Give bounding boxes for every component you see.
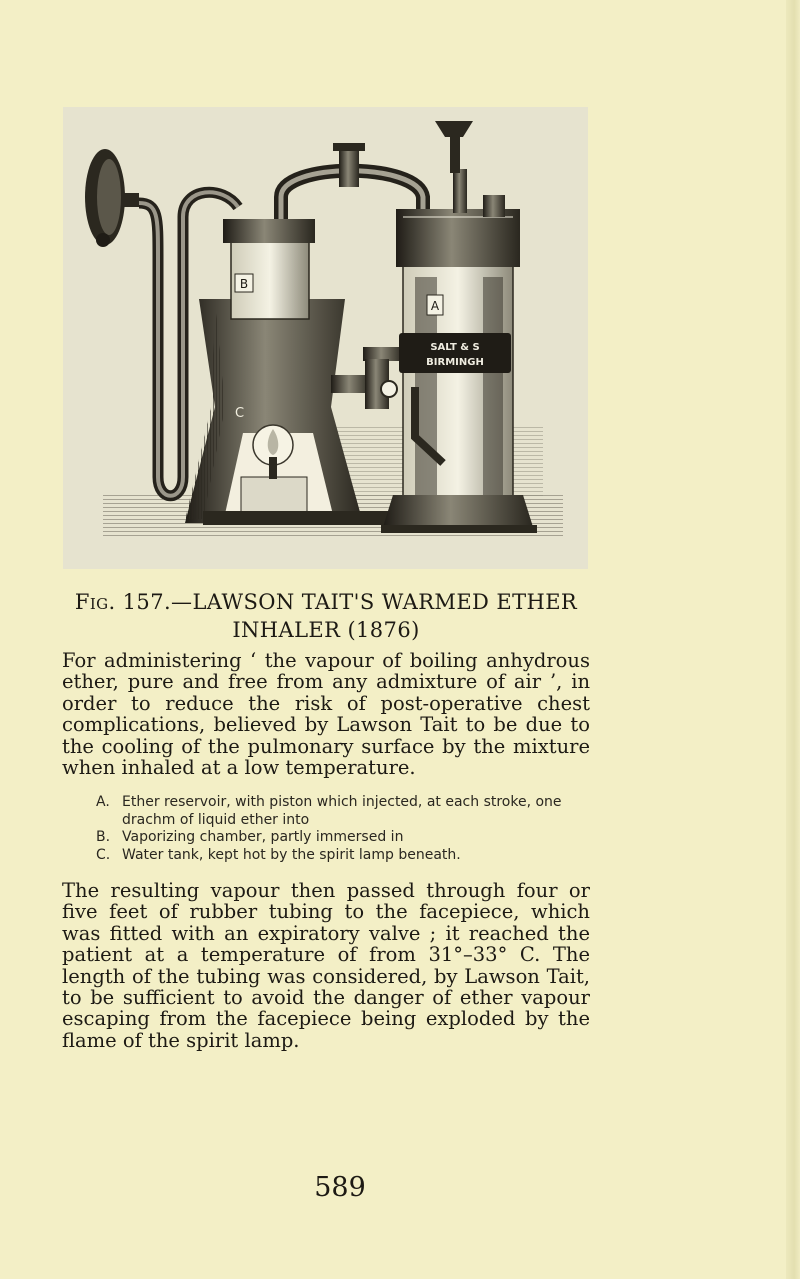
legend-text: Vaporizing chamber, partly immersed in: [122, 829, 404, 845]
legend-key: B.: [96, 829, 111, 845]
legend-text: Ether reservoir, with piston which injected, at each stroke, one drachm of liquid ether into: [122, 794, 562, 828]
maker-plate-line2: BIRMINGH: [426, 357, 484, 368]
facepiece: [85, 149, 139, 247]
caption-line-1: [62, 588, 590, 616]
figure-number: Fig. 157.: [74, 590, 172, 614]
inhaler-illustration: [63, 107, 588, 569]
caption-title-line1: LAWSON TAIT'S WARMED ETHER: [192, 590, 578, 614]
paragraph-vapour: The resulting vapour then passed through four or five feet of rubber tubing to the facepiece, which was fitted with an expiratory valve ; it reached the patient at a temperature of from 31°–33° C. The length of the tubing was considered, by Lawson Tait, to be sufficient to avoid the danger of ether vapour escaping from the facepiece being exploded by the flame of the spirit lamp.: [62, 879, 590, 1052]
label-b: B: [239, 277, 249, 291]
label-a: A: [430, 299, 440, 313]
figure-legend: [96, 794, 576, 864]
caption-dash: —: [171, 590, 193, 614]
figure-caption: [62, 588, 590, 644]
legend-item-a: [96, 794, 576, 829]
legend-item-b: [96, 829, 576, 847]
caption-title-line2: INHALER (1876): [232, 618, 420, 642]
label-c: C: [235, 406, 245, 421]
legend-key: A.: [96, 794, 110, 810]
page-edge: [786, 0, 800, 1279]
legend-item-c: [96, 847, 576, 865]
paragraph-intro: For administering ‘ the vapour of boiling anhydrous ether, pure and free from any admixture of air ’, in order to reduce the risk of post-operative chest complications, believed by Lawson Tait to be due to the cooling of the pulmonary surface by the mixture when inhaled at a low temperature.: [62, 649, 590, 780]
legend-text: Water tank, kept hot by the spirit lamp beneath.: [122, 846, 461, 863]
page-number: 589: [314, 1172, 366, 1203]
maker-plate-line1: SALT & S: [430, 342, 480, 353]
legend-key: C.: [96, 846, 111, 863]
